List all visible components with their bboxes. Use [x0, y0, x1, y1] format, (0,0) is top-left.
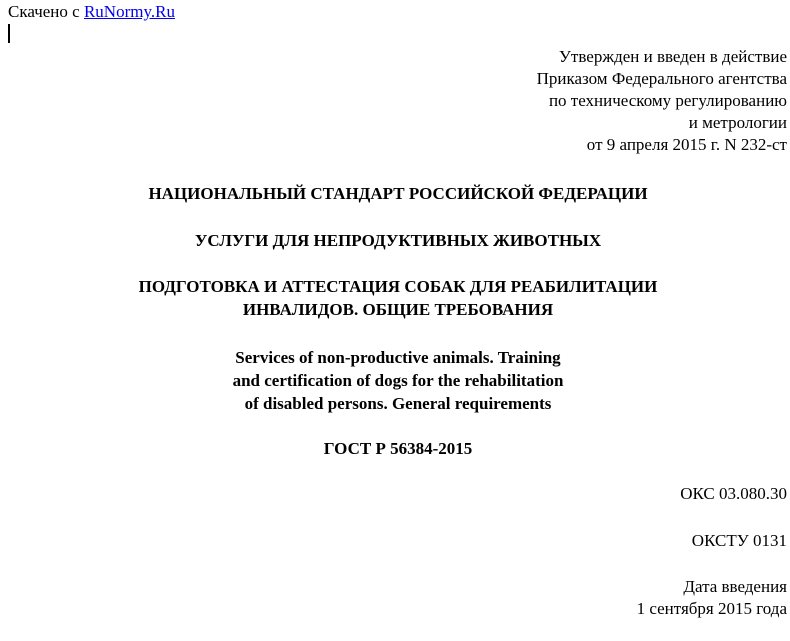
okstu-code: ОКСТУ 0131: [691, 531, 787, 550]
approval-line: от 9 апреля 2015 г. N 232-ст: [586, 135, 787, 154]
approval-block: [537, 46, 787, 156]
english-title-line: Services of non-productive animals. Training: [235, 348, 561, 367]
approval-line: Приказом Федерального агентства: [536, 69, 787, 88]
intro-date-value: 1 сентября 2015 года: [636, 599, 787, 618]
english-title: [0, 346, 790, 415]
approval-line: и метрологии: [688, 113, 787, 132]
english-title-line: and certification of dogs for the rehabilitation: [232, 371, 564, 390]
intro-date-label: Дата введения: [683, 577, 787, 596]
services-heading: УСЛУГИ ДЛЯ НЕПРОДУКТИВНЫХ ЖИВОТНЫХ: [194, 231, 602, 250]
standard-heading: НАЦИОНАЛЬНЫЙ СТАНДАРТ РОССИЙСКОЙ ФЕДЕРАЦИИ: [148, 184, 648, 203]
subject-heading-line: ПОДГОТОВКА И АТТЕСТАЦИЯ СОБАК ДЛЯ РЕАБИЛИТАЦИИ: [138, 277, 658, 296]
english-title-line: of disabled persons. General requirements: [244, 394, 552, 413]
oks-code: ОКС 03.080.30: [680, 484, 787, 503]
text-cursor: [8, 24, 10, 43]
runormy-link[interactable]: RuNormy.Ru: [83, 2, 175, 21]
download-source-label: Скачено с: [8, 2, 80, 21]
download-source: [8, 2, 175, 22]
subject-heading-line: ИНВАЛИДОВ. ОБЩИЕ ТРЕБОВАНИЯ: [242, 300, 554, 319]
intro-date: [637, 576, 787, 620]
gost-number: ГОСТ Р 56384-2015: [323, 439, 473, 458]
approval-line: по техническому регулированию: [548, 91, 787, 110]
subject-heading: [0, 275, 790, 321]
approval-line: Утвержден и введен в действие: [558, 47, 787, 66]
